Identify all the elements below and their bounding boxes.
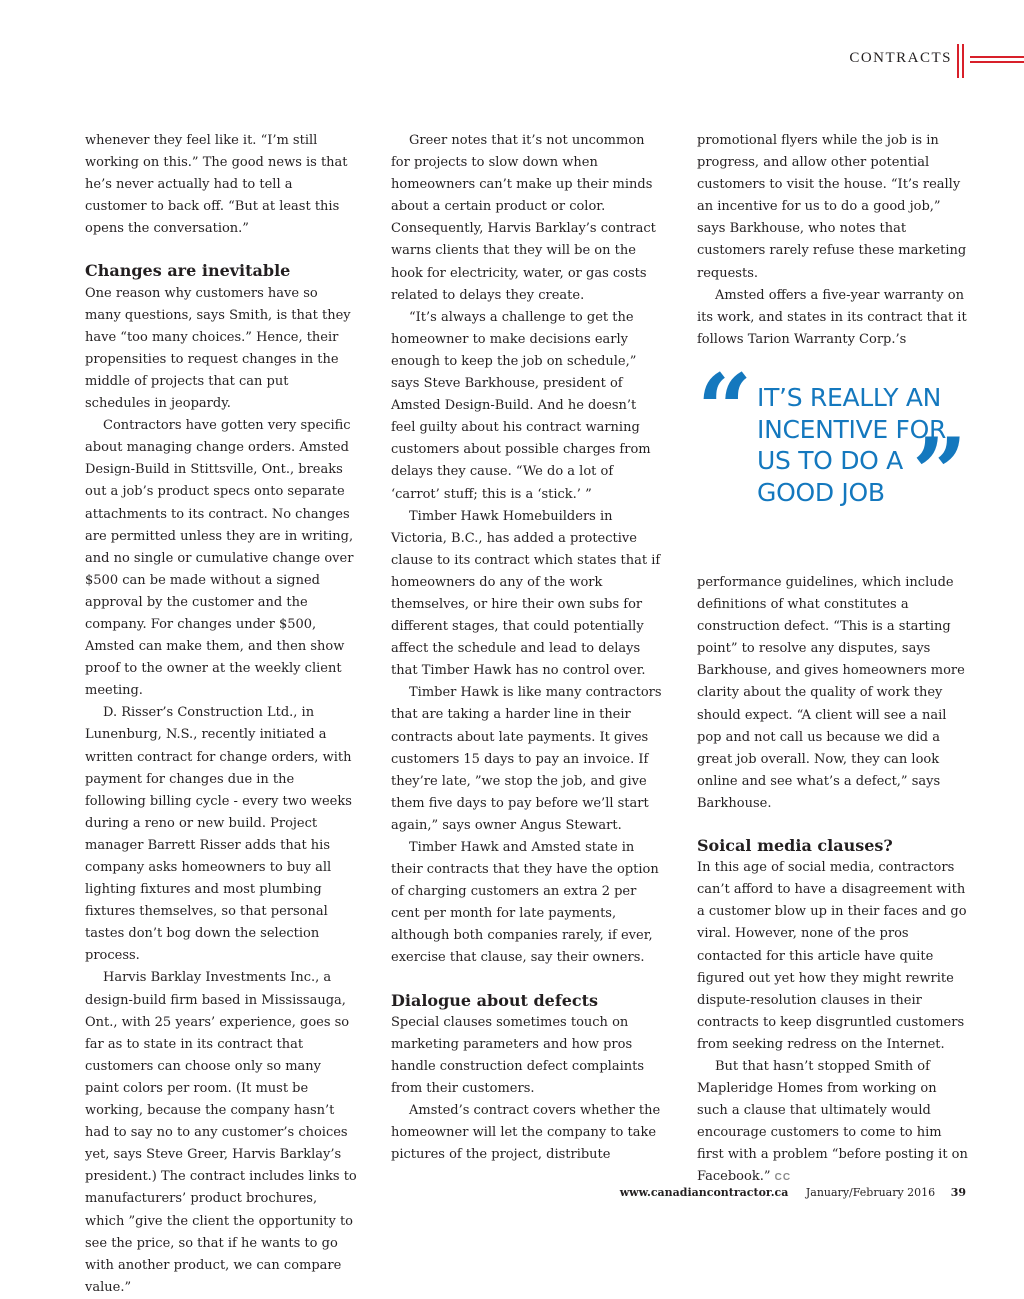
- subheading-changes-inevitable: Changes are inevitable: [85, 261, 291, 281]
- page-number: 39: [950, 1186, 966, 1199]
- paragraph: Timber Hawk and Amsted state in their contracts that they have the option of charging customers an extra 2 per cent per month for late payments, although both companies rarely, if ever, exercise that clause, say their owners.: [391, 840, 659, 966]
- pull-quote-line: IT’S REALLY AN: [757, 383, 942, 412]
- article-column-2: [391, 130, 663, 1166]
- pull-quote: [697, 353, 987, 530]
- paragraph: [697, 1056, 969, 1190]
- article-column-1: [85, 130, 357, 1299]
- footer-url[interactable]: www.canadiancontractor.ca: [619, 1186, 789, 1199]
- section-title: CONTRACTS: [849, 50, 952, 66]
- end-mark: CC: [774, 1172, 792, 1184]
- paragraph: Timber Hawk is like many contractors that are taking a harder line in their contracts about late payments. It gives customers 15 days to pay an invoice. If they’re late, ”we stop the job, and give them five days to pay before we’ll start again,” says owner Angus Stewart.: [391, 685, 662, 833]
- pull-quote-line: GOOD JOB: [757, 477, 885, 507]
- footer-issue: January/February 2016: [805, 1186, 936, 1199]
- pull-quote-line: US TO DO A: [757, 446, 903, 475]
- paragraph: Special clauses sometimes touch on marketing parameters and how pros handle construction defect complaints from their customers.: [391, 1014, 645, 1096]
- paragraph: [697, 857, 969, 1056]
- header-rule-horizontal-1: [970, 56, 1024, 58]
- paragraph: performance guidelines, which include definitions of what constitutes a construction defect. “This is a starting point” to resolve any disputes, says Barkhouse, and gives homeowners more clarity about the quality of work they should expect. “A client will see a nail pop and not call us because we did a great job overall. Now, they can look online and see what’s a defect,” says Barkhouse.: [697, 575, 965, 811]
- header-rule-vertical-2: [962, 44, 964, 78]
- subheading-dialogue-defects: Dialogue about defects: [391, 990, 599, 1010]
- paragraph-text: But that hasn’t stopped Smith of Mapleridge Homes from working on such a clause that ultimately would encourage customers to come to him first with a problem “before posting it on Facebook.”: [697, 1058, 968, 1185]
- close-quote-mark: ”: [912, 417, 968, 530]
- header-rule-vertical-1: [957, 44, 959, 78]
- open-quote-mark: “: [697, 353, 753, 466]
- paragraph: promotional flyers while the job is in progress, and allow other potential customers to visit the house. “It’s really an incentive for us to do a good job,” says Barkhouse, who notes that customers rarely refuse these marketing requests.: [697, 133, 967, 281]
- paragraph: Amsted’s contract covers whether the homeowner will let the company to take pictures of the project, distribute: [391, 1103, 661, 1163]
- article-column-3-top: [697, 130, 969, 351]
- paragraph: One reason why customers have so many questions, says Smith, is that they have “too many choices.” Hence, their propensities to request changes in the middle of projects that can put schedules in jeopardy.: [85, 285, 351, 412]
- pull-quote-line: INCENTIVE FOR: [757, 414, 947, 444]
- paragraph: Greer notes that it’s not uncommon for projects to slow down when homeowners can’t make up their minds about a certain product or color. Consequently, Harvis Barklay’s contract warns clients that they will be on the hook for electricity, water, or gas costs related to delays they create.: [391, 133, 656, 303]
- paragraph: Contractors have gotten very specific about managing change orders. Amsted Design-Build in Stittsville, Ont., breaks out a job’s product specs onto separate attachments to its contract. No changes are permitted unless they are in writing, and no single or cumulative change over $500 can be made without a signed approval by the customer and the company. For changes under $500, Amsted can make them, and then show proof to the owner at the weekly client meeting.: [85, 418, 354, 699]
- subheading-social-media: Soical media clauses?: [697, 836, 893, 856]
- page-footer: [560, 1186, 966, 1199]
- paragraph: D. Risser’s Construction Ltd., in Lunenburg, N.S., recently initiated a written contract for change orders, with payment for changes due in the following billing cycle - every two weeks during a reno or new build. Project manager Barrett Risser adds that his company asks homeowners to buy all lighting fixtures and most plumbing fixtures themselves, so that personal tastes don’t bog down the selection process.: [85, 705, 352, 964]
- article-column-3-bottom: [697, 572, 969, 1190]
- header-rule-horizontal-2: [970, 61, 1024, 63]
- paragraph: Amsted offers a five-year warranty on its work, and states in its contract that it follows Tarion Warranty Corp.’s: [697, 287, 967, 347]
- paragraph-text: In this age of social media, contractors can’t afford to have a disagreement with a customer blow up in their faces and go viral. However, none of the pros contacted for this article have quite figured out yet how they might rewrite dispute-resolution clauses in their contracts to keep disgruntled customers from seeking redress on the Internet.: [697, 860, 967, 1052]
- paragraph: whenever they feel like it. “I’m still working on this.” The good news is that he’s never actually had to tell a customer to back off. “But at least this opens the conversation.”: [85, 133, 348, 237]
- paragraph: Harvis Barklay Investments Inc., a design-build firm based in Mississauga, Ont., with 25 years’ experience, goes so far as to state in its contract that customers can choose only so many paint colors per room. (It must be working, because the company hasn’t had to say no to any customer’s choices yet, says Steve Greer, Harvis Barklay’s president.) The contract includes links to manufacturers’ product brochures, which ”give the client the opportunity to see the price, so that if he wants to go with another product, we can compare value.”: [85, 970, 357, 1295]
- paragraph: Timber Hawk Homebuilders in Victoria, B.C., has added a protective clause to its contract which states that if homeowners do any of the work themselves, or hire their own subs for different stages, that could potentially affect the schedule and lead to delays that Timber Hawk has no control over.: [391, 508, 661, 679]
- paragraph: “It’s always a challenge to get the homeowner to make decisions early enough to keep the job on schedule,” says Steve Barkhouse, president of Amsted Design-Build. And he doesn’t feel guilty about his contract warning customers about possible charges from delays they cause. “We do a lot of ‘carrot’ stuff; this is a ‘stick.’ ”: [391, 309, 651, 502]
